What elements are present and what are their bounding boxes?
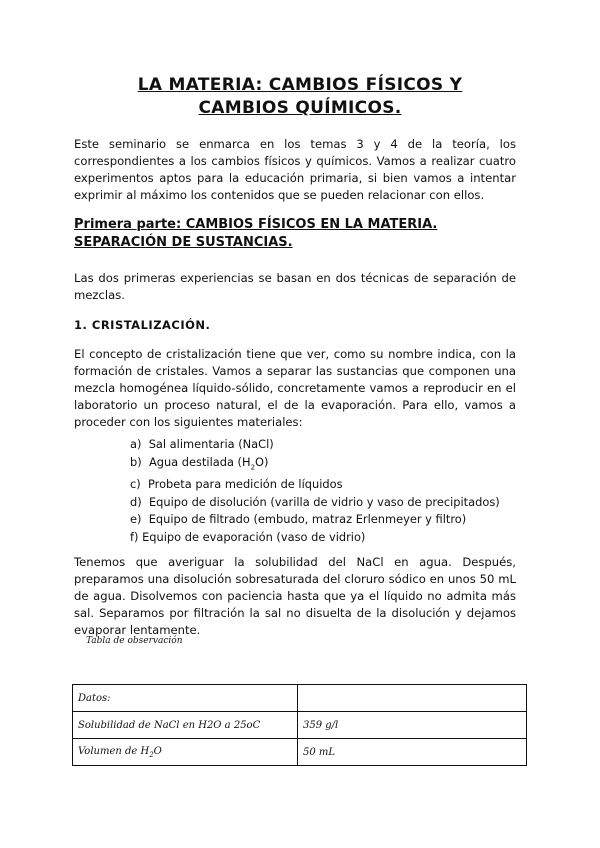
table-cell-label: Datos: <box>73 685 298 712</box>
list-marker: a) <box>130 437 142 451</box>
part-one-title-line-2: SEPARACIÓN DE SUSTANCIAS. <box>74 235 293 250</box>
part-one-label: Primera parte <box>74 217 176 232</box>
part-one-heading <box>74 216 516 252</box>
list-text-suffix: O) <box>255 454 269 469</box>
list-item <box>130 494 530 512</box>
list-text: Sal alimentaria (NaCl) <box>148 437 274 451</box>
table-cell-value: 359 g/l <box>298 712 527 739</box>
materials-list <box>130 436 530 546</box>
list-text: Equipo de evaporación (vaso de vidrio) <box>142 529 366 544</box>
table-row <box>73 685 527 712</box>
document-title <box>0 74 600 120</box>
subscript: 2 <box>149 750 154 759</box>
table-cell-value <box>298 685 527 712</box>
list-text: Probeta para medición de líquidos <box>147 477 343 492</box>
title-line-2: CAMBIOS QUÍMICOS. <box>198 98 402 118</box>
table-cell-label: Solubilidad de NaCl en H2O a 25oC <box>73 712 298 739</box>
list-marker: b) <box>130 454 142 469</box>
list-item <box>130 511 530 529</box>
list-marker: c) <box>130 477 141 492</box>
table-label-suffix: O <box>153 745 162 757</box>
list-text: Equipo de disolución (varilla de vidrio y vaso de precipitados) <box>148 494 500 509</box>
list-item <box>130 476 530 494</box>
part-one-intro: Las dos primeras experiencias se basan en dos técnicas de separación de mezclas. <box>74 271 516 302</box>
crystallization-paragraph: El concepto de cristalización tiene que ver, como su nombre indica, con la formación de cristales. Vamos a separar las sustancias que componen una mezcla homogénea líquido-sólido, concretamente vamos a reproducir en el laboratorio un proceso natural, el de la evaporación. Para ello, vamos a proceder con los siguientes materiales: <box>74 347 516 429</box>
list-marker: d) <box>130 494 142 509</box>
list-text: Agua destilada (H <box>148 454 251 469</box>
table-cell-value: 50 mL <box>298 739 527 766</box>
observation-table <box>72 684 527 766</box>
table-label-text: Volumen de H <box>78 745 150 757</box>
intro-paragraph: Este seminario se enmarca en los temas 3 y 4 de la teoría, los correspondientes a los cambios físicos y químicos. Vamos a realizar cuatro experimentos aptos para la educación primaria, si bien vamos a intentar exprimir al máximo los contenidos que se pueden relacionar con ellos. <box>74 137 516 202</box>
part-one-title-line-1: : CAMBIOS FÍSICOS EN LA MATERIA. <box>176 217 438 232</box>
procedure-paragraph: Tenemos que averiguar la solubilidad del NaCl en agua. Después, preparamos una disolución sobresaturada del cloruro sódico en unos 50 mL de agua. Disolvemos con paciencia hasta que ya el líquido no admita más sal. Separamos por filtración la sal no disuelta de la disolución y dejamos evaporar lentamente. <box>74 555 516 637</box>
title-line-1: LA MATERIA: CAMBIOS FÍSICOS Y <box>137 75 463 95</box>
section-crystallization-heading: 1. CRISTALIZACIÓN. <box>74 318 211 332</box>
list-text: Equipo de filtrado (embudo, matraz Erlenmeyer y filtro) <box>148 512 467 527</box>
list-item <box>130 436 530 454</box>
list-item <box>130 529 530 547</box>
table-cell-label <box>73 739 298 766</box>
list-item <box>130 454 530 477</box>
table-row <box>73 712 527 739</box>
table-caption: Tabla de observación <box>86 636 183 646</box>
subscript: 2 <box>250 462 256 471</box>
list-marker: f) <box>130 529 139 544</box>
list-marker: e) <box>130 512 142 527</box>
table-row <box>73 739 527 766</box>
